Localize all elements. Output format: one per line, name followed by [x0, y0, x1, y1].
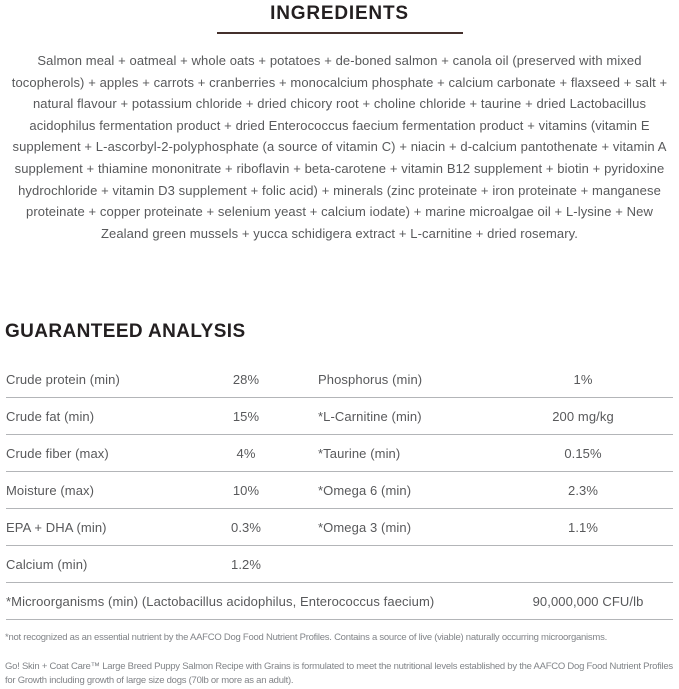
title-underline-rule: [217, 32, 463, 34]
nutrient-label: *Omega 3 (min): [318, 519, 412, 535]
ingredients-title: INGREDIENTS: [270, 3, 409, 24]
table-row-microorganisms: [6, 583, 673, 620]
nutrient-label: *L-Carnitine (min): [318, 408, 422, 424]
nutrient-value: 4%: [236, 445, 256, 461]
table-row: [6, 472, 673, 509]
nutrient-value: 28%: [232, 371, 260, 387]
table-row: [6, 398, 673, 435]
nutrient-value: 1%: [573, 371, 593, 387]
nutrient-value: 1.1%: [567, 519, 599, 535]
nutrient-value: 0.15%: [564, 445, 602, 461]
nutrient-label: Calcium (min): [6, 556, 88, 572]
nutrient-label: *Microorganisms (min) (Lactobacillus acidophilus, Enterococcus faecium): [6, 593, 435, 609]
guaranteed-analysis-table: [6, 361, 673, 620]
table-row: [6, 361, 673, 398]
ingredients-text: Salmon meal + oatmeal + whole oats + potatoes + de-boned salmon + canola oil (preserved with mixed tocopherols) + apples + carrots + cranberries + monocalcium phosphate + calcium carbonate + flaxseed + salt + natural flavour + potassium chloride + dried chicory root + choline chloride + taurine + dried Lactobacillus acidophilus fermentation product + dried Enterococcus faecium fermentation product + vitamins (vitamin E supplement + L-ascorbyl-2-polyphosphate (a source of vitamin C) + niacin + d-calcium pantothenate + vitamin A supplement + thiamine mononitrate + riboflavin + beta-carotene + vitamin B12 supplement + biotin + pyridoxine hydrochloride + vitamin D3 supplement + folic acid) + minerals (zinc proteinate + iron proteinate + manganese proteinate + copper proteinate + selenium yeast + calcium iodate) + marine microalgae oil + L-lysine + New Zealand green mussels + yucca schidigera extract + L-carnitine + dried rosemary.: [11, 53, 668, 241]
nutrient-label: *Omega 6 (min): [318, 482, 412, 498]
footnote-aafco-statement: Go! Skin + Coat Care™ Large Breed Puppy Salmon Recipe with Grains is formulated to meet the nutritional levels established by the AAFCO Dog Food Nutrient Profiles for Growth including growth of large size dogs (70lb or more as an adult).: [5, 661, 673, 686]
nutrient-label: *Taurine (min): [318, 445, 401, 461]
guaranteed-analysis-section: [0, 321, 679, 620]
nutrient-label: Crude fiber (max): [6, 445, 109, 461]
footnote-asterisk-note: *not recognized as an essential nutrient by the AAFCO Dog Food Nutrient Profiles. Contains a source of live (viable) naturally occurring microorganisms.: [5, 632, 607, 644]
nutrient-value: 0.3%: [230, 519, 262, 535]
footnotes-section: [0, 632, 679, 687]
nutrient-label: EPA + DHA (min): [6, 519, 107, 535]
ingredients-section: [0, 0, 679, 244]
nutrient-value: 90,000,000 CFU/lb: [532, 593, 644, 609]
nutrient-value: 200 mg/kg: [552, 408, 614, 424]
table-row: [6, 435, 673, 472]
nutrient-label: Crude protein (min): [6, 371, 120, 387]
table-row: [6, 546, 673, 583]
nutrient-value: 10%: [232, 482, 260, 498]
table-row: [6, 509, 673, 546]
guaranteed-analysis-title: GUARANTEED ANALYSIS: [5, 321, 246, 343]
nutrient-value: 15%: [232, 408, 260, 424]
nutrient-label: Moisture (max): [6, 482, 95, 498]
nutrient-label: Crude fat (min): [6, 408, 95, 424]
nutrient-value: 1.2%: [230, 556, 262, 572]
nutrient-value: 2.3%: [567, 482, 599, 498]
nutrient-label: Phosphorus (min): [318, 371, 423, 387]
